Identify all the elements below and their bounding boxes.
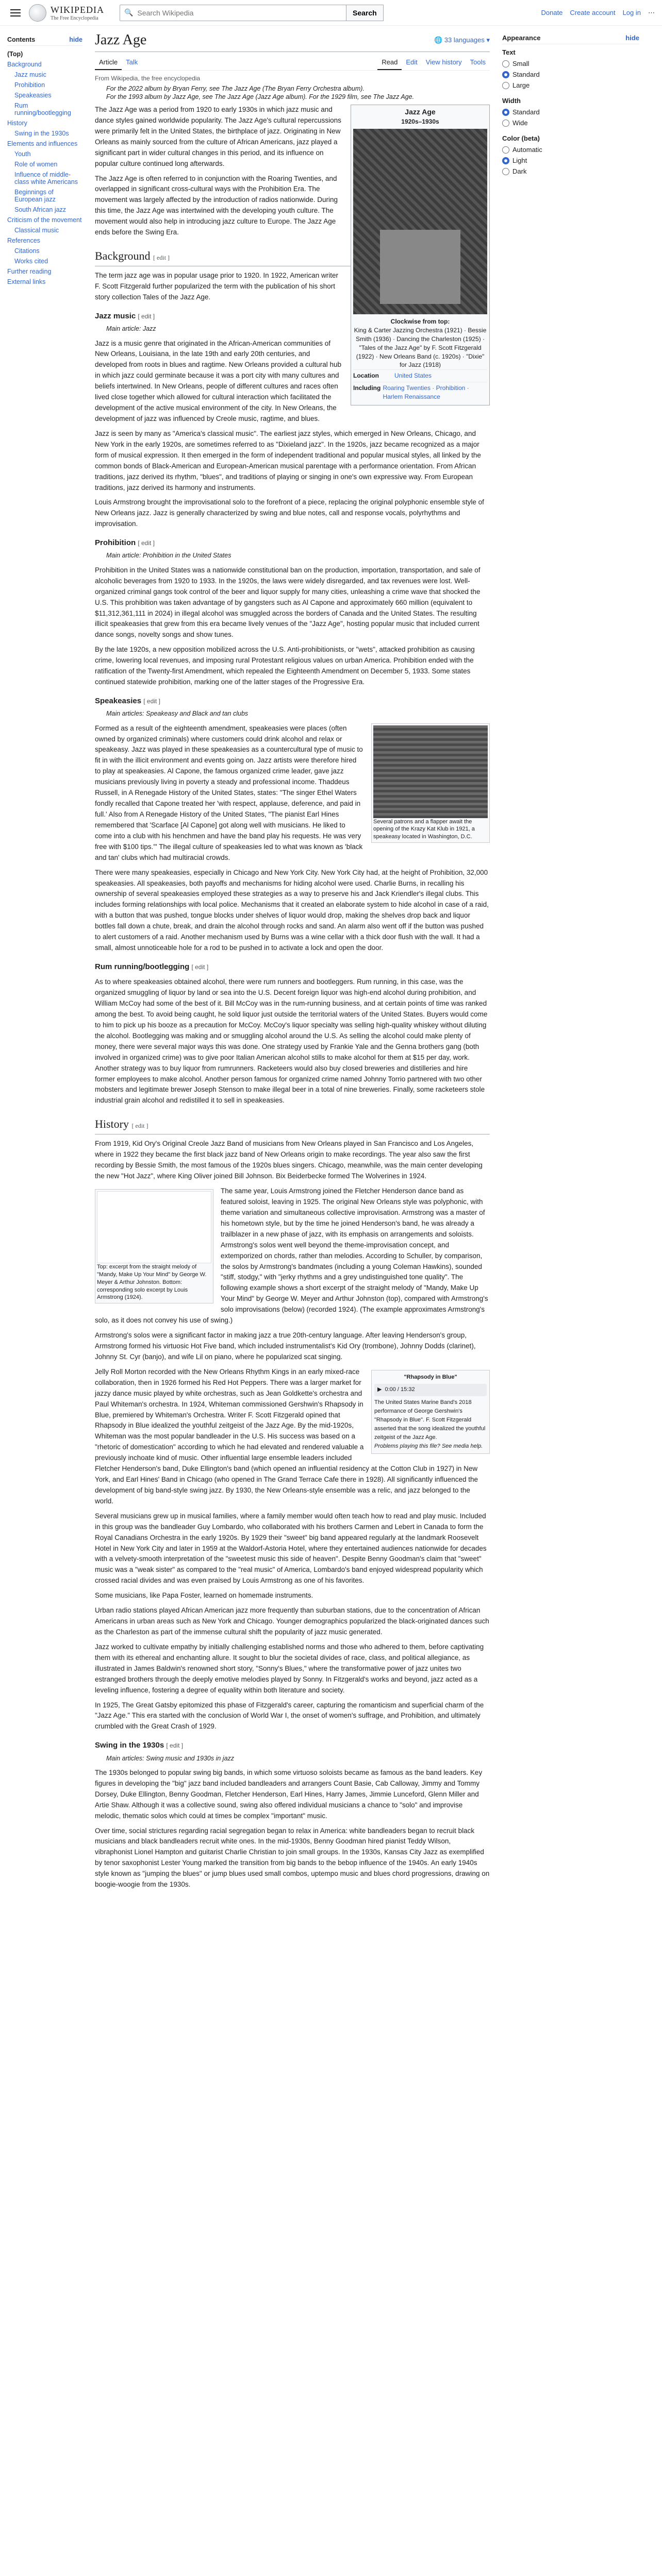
tab-view-history[interactable]: View history	[425, 58, 462, 66]
infobox-subtitle: 1920s–1930s	[401, 117, 439, 125]
paragraph: Prohibition in the United States was a nationwide constitutional ban on the production, importation, transportation, and sale of alcoholic beverages from 1920 to 1933. In the 1920s, the laws were widely disregarded, and tax revenues were lost. Well-organized criminal gangs took control of the beer and liquor supply for many cities, unleashing a crime wave that shocked the U.S. This prohibition was taken advantage of by gangsters such as Al Capone and approximately 660 million (equivalent to $11,312,361,111 in 2024) in illegal alcohol was smuggled across the borders of Canada and the United States. The resulting illicit speakeasies that grew from this era became lively venues of the "Jazz Age", hosting popular music that included current dance songs, novelty songs and show tunes.	[95, 566, 481, 639]
toc-item[interactable]: Rum running/bootlegging	[14, 102, 71, 116]
heading-text: Prohibition	[95, 538, 136, 548]
appearance-option-label: Small	[512, 60, 529, 67]
radio-icon	[502, 157, 509, 164]
toc-item[interactable]: Classical music	[14, 227, 59, 234]
sheet-music-image[interactable]	[97, 1191, 211, 1263]
infobox	[351, 105, 490, 405]
toc-item[interactable]: History	[7, 120, 27, 127]
infobox-row	[353, 369, 487, 382]
search-icon: 🔍	[124, 8, 134, 16]
edit-link[interactable]: [ edit ]	[191, 963, 209, 971]
edit-link[interactable]: [ edit ]	[153, 254, 170, 262]
page-tabs	[95, 55, 490, 71]
paragraph: Several musicians grew up in musical families, where a family member would often teach how to read and play music. Included in this group was the bandleader Guy Lombardo, who collaborated with his brothers Carmen and Lebert in Canada to form the Royal Canadians Orchestra in the early 1920s. By 1929 their "sweet" big band appeared regularly at the landmark Roosevelt Hotel in New York City and later in 1959 at the Waldorf-Astoria Hotel, where they entertained audiences nationwide for decades with a velvety-smooth interpretation of the "sweetest music this side of heaven". Despite Benny Goodman's claim that "sweet" music was a "weak sister" as compared to the "real music" of America, Lombardo's band enjoyed widespread popularity which crossed racial divides and was even praised by Louis Armstrong as one of his favorites.	[95, 1512, 487, 1585]
toc-item[interactable]: References	[7, 237, 40, 244]
radio-icon	[502, 82, 509, 89]
infobox-row	[353, 382, 487, 403]
radio-icon	[502, 60, 509, 67]
tab-article[interactable]: Article	[95, 55, 122, 70]
toc-item[interactable]: Jazz music	[14, 71, 46, 78]
toc-item[interactable]: Works cited	[14, 258, 48, 265]
section-heading-rum-running	[95, 961, 490, 973]
appearance-option[interactable]	[502, 107, 639, 117]
search-box	[120, 5, 346, 21]
appearance-option-label: Large	[512, 81, 530, 89]
appearance-hide-button[interactable]: hide	[625, 34, 639, 42]
toc-item[interactable]: Swing in the 1930s	[14, 130, 69, 137]
create-account-link[interactable]: Create account	[570, 9, 616, 16]
paragraph: Urban radio stations played African American jazz more frequently than suburban stations, due to the concentration of African Americans in urban areas such as New York and Chicago. Younger demographics popularized the black-originated dances such as the Charleston as part of the immense cultural shift the popularity of jazz music generated.	[95, 1606, 489, 1636]
audio-help: Problems playing this file? See media help.	[374, 1443, 483, 1450]
audio-caption: The United States Marine Band's 2018 performance of George Gershwin's "Rhapsody in Blue". F. Scott Fitzgerald asserted that the song idealized the youthful zeitgeist of the Jazz Age.	[374, 1399, 486, 1441]
toc-item[interactable]: Elements and influences	[7, 140, 78, 147]
appearance-option[interactable]	[502, 166, 639, 177]
appearance-group-label: Text	[502, 48, 516, 56]
heading-text: Swing in the 1930s	[95, 1741, 164, 1750]
edit-link[interactable]: [ edit ]	[138, 539, 155, 547]
languages-label: 33 languages	[444, 36, 485, 44]
search-input[interactable]	[136, 8, 342, 18]
paragraph: Armstrong's solos were a significant factor in making jazz a true 20th-century language. After leaving Henderson's group, Armstrong formed his virtuosic Hot Five band, which included instrumentalist's Kid Ory (trombone), Johnny Dodds (clarinet), Johnny St. Cyr (banjo), and wife Lil on piano, where he popularized scat singing.	[95, 1331, 476, 1361]
heading-text: Rum running/bootlegging	[95, 962, 190, 971]
main-article-note: Main articles: Swing music and 1930s in jazz	[106, 1754, 235, 1762]
tab-tools[interactable]: Tools	[470, 58, 486, 66]
more-options-icon[interactable]: ⋯	[648, 8, 655, 16]
infobox-key: Including	[353, 384, 381, 392]
infobox-caption: King & Carter Jazzing Orchestra (1921) · Bessie Smith (1936) · Dancing the Charleston (1925) · "Tales of the Jazz Age" by F. Scott Fitzgerald (1922) · New Orleans Band (c. 1920s) · "Dixie" for Jazz (1918)	[354, 327, 487, 369]
sheet-music-figure	[95, 1189, 213, 1303]
appearance-option[interactable]	[502, 117, 639, 128]
hatnote: For the 2022 album by Bryan Ferry, see The Jazz Age (The Bryan Ferry Orchestra album).	[106, 85, 365, 92]
toc-item[interactable]: Criticism of the movement	[7, 216, 82, 224]
toc-item[interactable]: (Top)	[7, 50, 23, 58]
paragraph: Louis Armstrong brought the improvisational solo to the forefront of a piece, replacing the original polyphonic ensemble style of New Orleans jazz. Jazz is generally characterized by swing and blue notes, call and response vocals, polyrhythms and improvisation.	[95, 498, 484, 528]
main-menu-icon[interactable]	[7, 5, 24, 21]
paragraph: The term jazz age was in popular usage prior to 1920. In 1922, American writer F. Scott Fitzgerald further popularized the term with the publication of his short story collection Tales of the Jazz Age.	[95, 272, 338, 301]
search-button[interactable]: Search	[346, 5, 384, 21]
table-of-contents	[0, 26, 88, 1894]
languages-button[interactable]: 🌐 33 languages ▾	[434, 36, 490, 44]
toc-item[interactable]: Background	[7, 61, 42, 68]
section-heading-swing	[95, 1739, 490, 1751]
paragraph: In 1925, The Great Gatsby epitomized this phase of Fitzgerald's career, capturing the romanticism and superficial charm of the "Jazz Age." This era started with the conclusion of World War I, the onset of women's suffrage, and Prohibition, and ultimately crumbled with the Great Crash of 1929.	[95, 1701, 484, 1731]
section-heading-prohibition	[95, 537, 490, 549]
toc-item[interactable]: South African jazz	[14, 206, 67, 213]
appearance-option[interactable]	[502, 155, 639, 166]
edit-link[interactable]: [ edit ]	[143, 697, 160, 705]
intro-paragraph: The Jazz Age is often referred to in conjunction with the Roaring Twenties, and overlapped in significant cross-cultural ways with the Prohibition Era. The movement was largely affected by the introduction of radios nationwide. During this time, the Jazz Age was intertwined with the developing youth culture. The movement would also help in introducing jazz culture to Europe. The Jazz Age ends before the Swing Era.	[95, 174, 338, 236]
paragraph: Formed as a result of the eighteenth amendment, speakeasies were places (often owned by organized criminals) where customers could drink alcohol and relax or speakeasy. Jazz was played in these speakeasies as a countercultural type of music to fit in with the illicit environment and events going on. Jazz artists were therefore hired to play at speakeasies. Al Capone, the famous organized crime leader, gave jazz musicians previously living in poverty a steady and professional income. Thaddeus Russell, in A Renegade History of the United States, states: "The singer Ethel Waters fondly recalled that Capone treated her 'with respect, applause, deference, and paid in full.' Also from A Renegade History of the United States, "The pianist Earl Hines remembered that 'Scarface [Al Capone] got along well with musicians. He liked to come into a club with his henchmen and have the band play his requests. He was very free with $100 tips.'" The illegal culture of speakeasies led to what was known as 'black and tan' clubs which had multiracial crowds.	[95, 724, 363, 861]
toc-item[interactable]: Beginnings of European jazz	[14, 189, 56, 203]
appearance-option-label: Light	[512, 157, 527, 164]
infobox-caption-head: Clockwise from top:	[390, 318, 450, 326]
edit-link[interactable]: [ edit ]	[131, 1122, 148, 1130]
infobox-title: Jazz Age	[405, 108, 436, 116]
infobox-value[interactable]: United States	[394, 372, 432, 380]
page-title: Jazz Age	[95, 32, 147, 48]
header	[0, 0, 662, 26]
appearance-group-label: Color (beta)	[502, 134, 540, 142]
radio-icon	[502, 168, 509, 175]
site-sub: From Wikipedia, the free encyclopedia	[95, 75, 201, 82]
personal-tools	[541, 9, 655, 17]
tab-edit[interactable]: Edit	[406, 58, 418, 66]
krazy-kat-klub-photo[interactable]	[373, 725, 488, 818]
tab-talk[interactable]: Talk	[126, 58, 138, 66]
appearance-option-label: Dark	[512, 167, 527, 175]
toc-item[interactable]: Influence of middle-class white Americans	[14, 171, 78, 185]
toc-header	[7, 36, 82, 46]
logo-wordmark: WIKIPEDIA	[51, 4, 104, 15]
toc-item[interactable]: Prohibition	[14, 81, 45, 89]
main-article-note: Main article: Prohibition in the United States	[106, 552, 231, 560]
infobox-value[interactable]: Roaring Twenties · Prohibition · Harlem Renaissance	[383, 384, 469, 400]
heading-text: History	[95, 1117, 129, 1131]
log-in-link[interactable]: Log in	[622, 9, 641, 16]
paragraph: Jazz is a music genre that originated in the African-American communities of New Orleans, Louisiana, in the late 19th and early 20th centuries, and developed from roots in blues and ragtime. New Orleans provided a cultural hub in which jazz could germinate because it was a port city with many cultures and beliefs intertwined. In New Orleans, people of different cultures and races often lived close together which allowed for cultural interaction which facilitated the development of the active musical environment of the city. In New Orleans, the development of jazz was influenced by Creole music, ragtime, and blues.	[95, 339, 342, 422]
section-heading-speakeasies	[95, 695, 490, 707]
paragraph: Over time, social strictures regarding racial segregation began to relax in America: white bandleaders began to recruit black musicians and black bandleaders recruit white ones. In the mid-1930s, Benny Goodman hired pianist Teddy Wilson, vibraphonist Lionel Hampton and guitarist Charlie Christian to join small groups. In the 1930s, Kansas City Jazz as exemplified by tenor saxophonist Lester Young marked the transition from big bands to the bebop influence of the 1940s. An early 1940s style known as "jumping the blues" or jump blues used small combos, uptempo music and blues chord progressions, drawing on boogie-woogie from the 1930s.	[95, 1826, 490, 1889]
paragraph: Jelly Roll Morton recorded with the New Orleans Rhythm Kings in an early mixed-race collaboration, then in 1926 formed his Red Hot Peppers. There was a larger market for jazzy dance music played by white orchestras, such as Jean Goldkette's orchestra and Paul Whiteman's orchestra. In 1924, Whiteman commissioned Gershwin's Rhapsody in Blue, premiered by Whiteman's Orchestra. Writer F. Scott Fitzgerald opined that Rhapsody in Blue idealized the youthful zeitgeist of the Jazz Age. By the mid-1920s, Whiteman was the most popular bandleader in the U.S. His success was based on a "rhetoric of domestication" according to which he had elevated and rendered valuable a previously inchoate kind of music. Other influential large ensemble leaders included Fletcher Henderson's band, Duke Ellington's band (which opened an influential residency at the Cotton Club in 1927) in New York, and Earl Hines' Band in Chicago (who opened in The Grand Terrace Cafe there in 1928). All significantly influenced the development of big band-style swing jazz. By 1930, the New Orleans-style ensemble was a relic, and jazz belonged to the world.	[95, 1367, 478, 1505]
appearance-option-label: Automatic	[512, 146, 542, 154]
tab-read[interactable]: Read	[377, 55, 402, 70]
radio-icon	[502, 71, 509, 78]
paragraph: As to where speakeasies obtained alcohol, there were rum runners and bootleggers. Rum running, in this case, was the organized smuggling of liquor by land or sea into the U.S. Decent foreign liquor was high-end alcohol during prohibition, and William McCoy had some of the best of it. Bill McCoy was in the rum-running business, and at certain points of time was ranked among the best. To avoid being caught, he sold liquor just outside the territorial waters of the United States. Buyers would come to him to pick up his booze as a precaution for McCoy. McCoy's liquor specialty was selling high-quality whiskey without diluting the alcohol. Bootlegging was making and or smuggling alcohol around the U.S. As selling the alcohol could make plenty of money, there were several major ways this was done. One strategy used by Frankie Yale and the Genna brothers gang (both involved in organized crime) was to give poor Italian American alcohol stills to make alcohol for them at $15 per day, work. Another strategy was to buy liquor from rumrunners. Racketeers would also buy closed breweries and distilleries and hire former employees to make alcohol. Another person famous for organized crime named Johnny Torrio partnered with two other mobsters and legitimate brewer Joseph Stenson to make illegal beer in a total of nine breweries. Finally, some racketeers stole industrial grain alcohol and redistilled it to sell in speakeasies.	[95, 978, 488, 1105]
figure-caption: Several patrons and a flapper await the opening of the Krazy Kat Klub in 1921, a speakeasy located in Washington, D.C.	[373, 818, 475, 840]
paragraph: Jazz worked to cultivate empathy by initially challenging established norms and those who adhered to them, before captivating them with its ethereal and enchanting allure. It sought to blur the societal divides of race, class, and political allegiance, as illustrated in James Baldwin's renowned short story, "Sonny's Blues," where the transformative power of jazz unites two estranged brothers through the deeply emotive melodies played by Sonny. In Fitzgerald's works and beyond, jazz acted as a leveling influence, fostering a degree of equality within both literature and society.	[95, 1642, 484, 1694]
toc-item[interactable]: Citations	[14, 247, 40, 255]
article	[88, 26, 490, 1894]
appearance-group	[502, 48, 639, 91]
logo-tagline: The Free Encyclopedia	[51, 15, 98, 21]
appearance-option[interactable]	[502, 58, 639, 69]
toc-item[interactable]: Youth	[14, 150, 31, 158]
play-icon[interactable]: ▶	[377, 1386, 382, 1393]
speakeasy-figure	[371, 723, 490, 843]
paragraph: Jazz is seen by many as "America's classical music". The earliest jazz styles, which emerged in New Orleans, Chicago, and New York in the early 1920s, are sometimes referred to as "Dixieland jazz". In the 1920s, jazz became recognized as a major form of musical expression. It then emerged in the form of independent traditional and popular musical styles, all linked by the common bonds of Black-American and European-American musical parentage with a performance orientation. From African traditions, jazz derived its rhythm, "blues", and traditions of playing or singing in one's own expressive way. From European traditions, jazz derived its harmony and instruments.	[95, 429, 481, 492]
globe-icon	[29, 4, 46, 22]
heading-text: Speakeasies	[95, 696, 142, 705]
appearance-option-label: Wide	[512, 119, 528, 127]
appearance-option[interactable]	[502, 80, 639, 91]
appearance-option[interactable]	[502, 69, 639, 80]
figure-caption: Top: excerpt from the straight melody of "Mandy, Make Up Your Mind" by George W. Meyer & Arthur Johnston. Bottom: corresponding solo excerpt by Louis Armstrong (1924).	[97, 1264, 207, 1301]
appearance-option-label: Standard	[512, 71, 540, 78]
infobox-collage-image[interactable]	[353, 129, 487, 314]
edit-link[interactable]: [ edit ]	[138, 312, 155, 320]
audio-time: 0:00 / 15:32	[385, 1386, 415, 1393]
appearance-panel	[490, 26, 644, 1894]
wikipedia-logo[interactable]	[29, 4, 104, 22]
audio-title: "Rhapsody in Blue"	[404, 1374, 457, 1380]
radio-icon	[502, 109, 509, 116]
heading-text: Jazz music	[95, 311, 136, 320]
toc-item[interactable]: Further reading	[7, 268, 52, 275]
edit-link[interactable]: [ edit ]	[166, 1742, 184, 1750]
appearance-header	[502, 34, 639, 44]
audio-controls[interactable]	[374, 1384, 487, 1396]
main-article-note: Main articles: Speakeasy and Black and tan clubs	[106, 710, 249, 718]
heading-text: Background	[95, 249, 151, 263]
section-heading-history	[95, 1115, 490, 1134]
toc-item[interactable]: Role of women	[14, 161, 58, 168]
infobox-key: Location	[353, 372, 379, 380]
appearance-option-label: Standard	[512, 108, 540, 116]
paragraph: By the late 1920s, a new opposition mobilized across the U.S. Anti-prohibitionists, or "wets", attacked prohibition as causing crime, lowering local revenues, and imposing rural Protestant religious values on urban America. Prohibition ended with the ratification of the Twenty-first Amendment, which repealed the Eighteenth Amendment on December 5, 1933. Some states continued statewide prohibition, marking one of the latter stages of the Progressive Era.	[95, 646, 475, 686]
appearance-group	[502, 97, 639, 128]
radio-icon	[502, 146, 509, 154]
paragraph: The 1930s belonged to popular swing big bands, in which some virtuoso soloists became as famous as the band leaders. Key figures in developing the "big" jazz band included bandleaders and arrangers Count Basie, Cab Calloway, Jimmy and Tommy Dorsey, Duke Ellington, Benny Goodman, Fletcher Henderson, Earl Hines, Harry James, Jimmie Lunceford, Glenn Miller and Artie Shaw. Although it was a collective sound, swing also offered individual musicians a chance to "solo" and improvise melodic, thematic solos which could at times be complex "important" music.	[95, 1768, 483, 1820]
paragraph: The same year, Louis Armstrong joined the Fletcher Henderson dance band as featured soloist, leaving in 1925. The original New Orleans style was polyphonic, with theme variation and simultaneous collective improvisation. Armstrong was a master of his hometown style, but by the time he joined Henderson's band, he was already a trailblazer in a new phase of jazz, with its emphasis on arrangements and soloists. Armstrong's solos went well beyond the theme-improvisation concept, and extemporized on chords, rather than melodies. According to Schuller, by comparison, the solos by Armstrong's bandmates (including a young Coleman Hawkins), sounded "stiff, stodgy," with "jerky rhythms and a grey undistinguished tone quality". The following example shows a short excerpt of the straight melody of "Mandy, Make Up Your Mind" by George W. Meyer and Arthur Johnston (top), compared with Armstrong's solo improvisations (below) (recorded 1924). (The example approximates Armstrong's solo, as it does not convey his use of swing.)	[95, 1187, 488, 1325]
appearance-group	[502, 134, 639, 177]
paragraph: Some musicians, like Papa Foster, learned on homemade instruments.	[95, 1591, 313, 1600]
intro-paragraph: The Jazz Age was a period from 1920 to early 1930s in which jazz music and dance styles gained worldwide popularity. The Jazz Age's cultural repercussions were primarily felt in the United States, the birthplace of jazz. Originating in New Orleans as mainly sourced from the culture of African Americans, jazz played a significant part in wider cultural changes in this period, and its influence on popular culture continued long afterwards.	[95, 106, 341, 167]
radio-icon	[502, 120, 509, 127]
appearance-group-label: Width	[502, 97, 521, 105]
paragraph: There were many speakeasies, especially in Chicago and New York City. New York City had, at the height of Prohibition, 32,000 speakeasies. All speakeasies, both payoffs and mechanisms for hiding alcohol were used. Charlie Burns, in recalling his ownership of several speakeasies employed these strategies as a way to preserve his and Jack Kriendler's illegal clubs. This includes forming relationships with local police. Mechanisms that it created an elaborate system to hide alcohol in case of a raid, with a button that was pushed, tongue blocks under shelves of liquor would drop, making the shelves drop back and liquor bottles fall down a chute, break, and drain the alcohol through rocks and sand. An alarm also went off if the button was pushed to alert customers of a raid. Another mechanism used by Burns was a wine cellar with a thick door flush with the wall. It had a small, almost unnoticeable hole for a rod to be pushed in to activate a lock and open the door.	[95, 868, 489, 952]
main-article-note: Main article: Jazz	[106, 325, 156, 333]
paragraph: From 1919, Kid Ory's Original Creole Jazz Band of musicians from New Orleans played in San Francisco and Los Angeles, where in 1922 they became the first black jazz band of New Orleans origin to make recordings. The year also saw the first recording by Bessie Smith, the most famous of the 1920s blues singers. Chicago, meanwhile, was the main center developing the new "Hot Jazz", where King Oliver joined Bill Johnson. Bix Beiderbecke formed The Wolverines in 1924.	[95, 1140, 483, 1180]
hatnote: For the 1993 album by Jazz Age, see The Jazz Age (Jazz Age album). For the 1929 film, see The Jazz Age.	[106, 93, 415, 100]
article-body	[95, 105, 490, 1894]
toc-item[interactable]: External links	[7, 278, 46, 285]
rhapsody-audio-player	[371, 1370, 490, 1454]
toc-item[interactable]: Speakeasies	[14, 92, 52, 99]
appearance-option[interactable]	[502, 144, 639, 155]
toc-hide-button[interactable]: hide	[69, 36, 82, 43]
toc-title: Contents	[7, 36, 36, 43]
donate-link[interactable]: Donate	[541, 9, 563, 16]
appearance-title: Appearance	[502, 34, 541, 42]
